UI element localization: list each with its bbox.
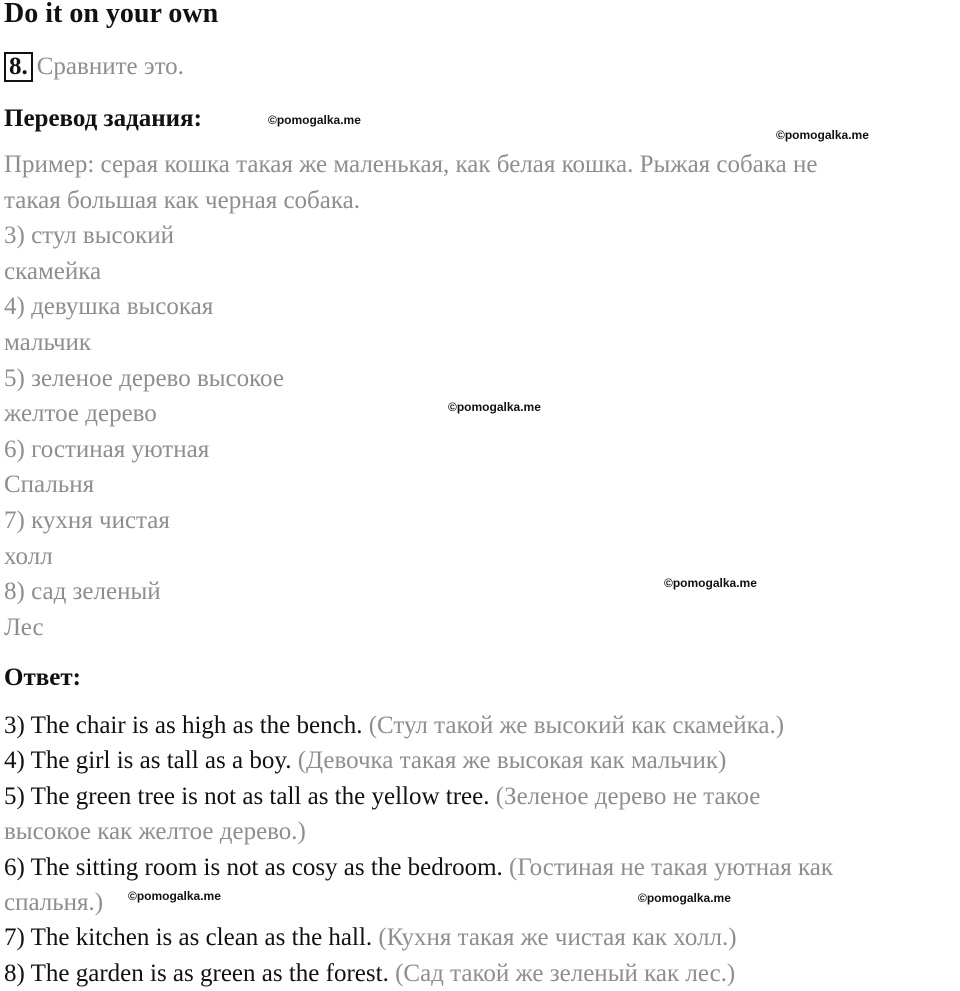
- answer-english: 4) The girl is as tall as a boy.: [4, 747, 292, 775]
- answer-line: [4, 708, 959, 743]
- translation-line: холл: [4, 542, 53, 570]
- answer-russian: (Гостиная не такая уютная как: [502, 853, 834, 881]
- answer-line: [4, 814, 959, 849]
- translation-line: 3) стул высокий: [4, 222, 174, 250]
- translation-heading: Перевод задания:: [4, 105, 202, 132]
- answer-line: [4, 743, 959, 778]
- answer-russian: высокое как желтое дерево.): [4, 818, 306, 846]
- watermark-5: ©pomogalka.me: [128, 889, 221, 903]
- translation-line: мальчик: [4, 328, 92, 356]
- answer-russian: (Зеленое дерево не такое: [489, 782, 761, 810]
- answer-heading: Ответ:: [4, 664, 81, 691]
- translation-line: желтое дерево: [4, 400, 157, 428]
- watermark-1: ©pomogalka.me: [268, 113, 361, 127]
- translation-line: 8) сад зеленый: [4, 578, 161, 606]
- answer-list: [4, 708, 959, 991]
- page-title: Do it on your own: [4, 0, 219, 29]
- answer-english: 3) The chair is as high as the bench.: [4, 712, 363, 739]
- answer-russian: спальня.): [4, 888, 104, 916]
- translation-line: 6) гостиная уютная: [4, 435, 210, 463]
- translation-line: Спальня: [4, 471, 95, 499]
- translation-text: [4, 147, 954, 645]
- answer-russian: (Стул такой же высокий как скамейка.): [362, 712, 785, 739]
- watermark-4: ©pomogalka.me: [664, 576, 757, 590]
- answer-english: 8) The garden is as green as the forest.: [4, 959, 389, 987]
- answer-line: [4, 779, 959, 814]
- task-number-badge: 8.: [4, 52, 33, 82]
- answer-english: 6) The sitting room is not as cosy as the bedroom.: [4, 853, 503, 881]
- answer-english: 7) The kitchen is as clean as the hall.: [4, 924, 373, 952]
- answer-russian: (Кухня такая же чистая как холл.): [372, 924, 737, 952]
- translation-line: Лес: [4, 613, 44, 641]
- answer-line: [4, 850, 959, 885]
- translation-line: 4) девушка высокая: [4, 293, 214, 321]
- task-instruction: Сравните это.: [36, 53, 184, 80]
- translation-line: такая большая как черная собака.: [4, 186, 360, 214]
- translation-line: скамейка: [4, 257, 102, 285]
- answer-english: 5) The green tree is not as tall as the yellow tree.: [4, 782, 490, 810]
- answer-russian: (Сад такой же зеленый как лес.): [388, 959, 736, 987]
- translation-line: 5) зеленое дерево высокое: [4, 364, 284, 392]
- task-header: [4, 52, 184, 88]
- answer-russian: (Девочка такая же высокая как мальчик): [291, 747, 727, 775]
- watermark-6: ©pomogalka.me: [638, 891, 731, 905]
- watermark-2: ©pomogalka.me: [776, 128, 869, 142]
- answer-line: [4, 920, 959, 955]
- translation-line: Пример: серая кошка такая же маленькая, как белая кошка. Рыжая собака не: [4, 151, 818, 178]
- answer-line: [4, 956, 959, 991]
- translation-line: 7) кухня чистая: [4, 506, 170, 534]
- watermark-3: ©pomogalka.me: [448, 400, 541, 414]
